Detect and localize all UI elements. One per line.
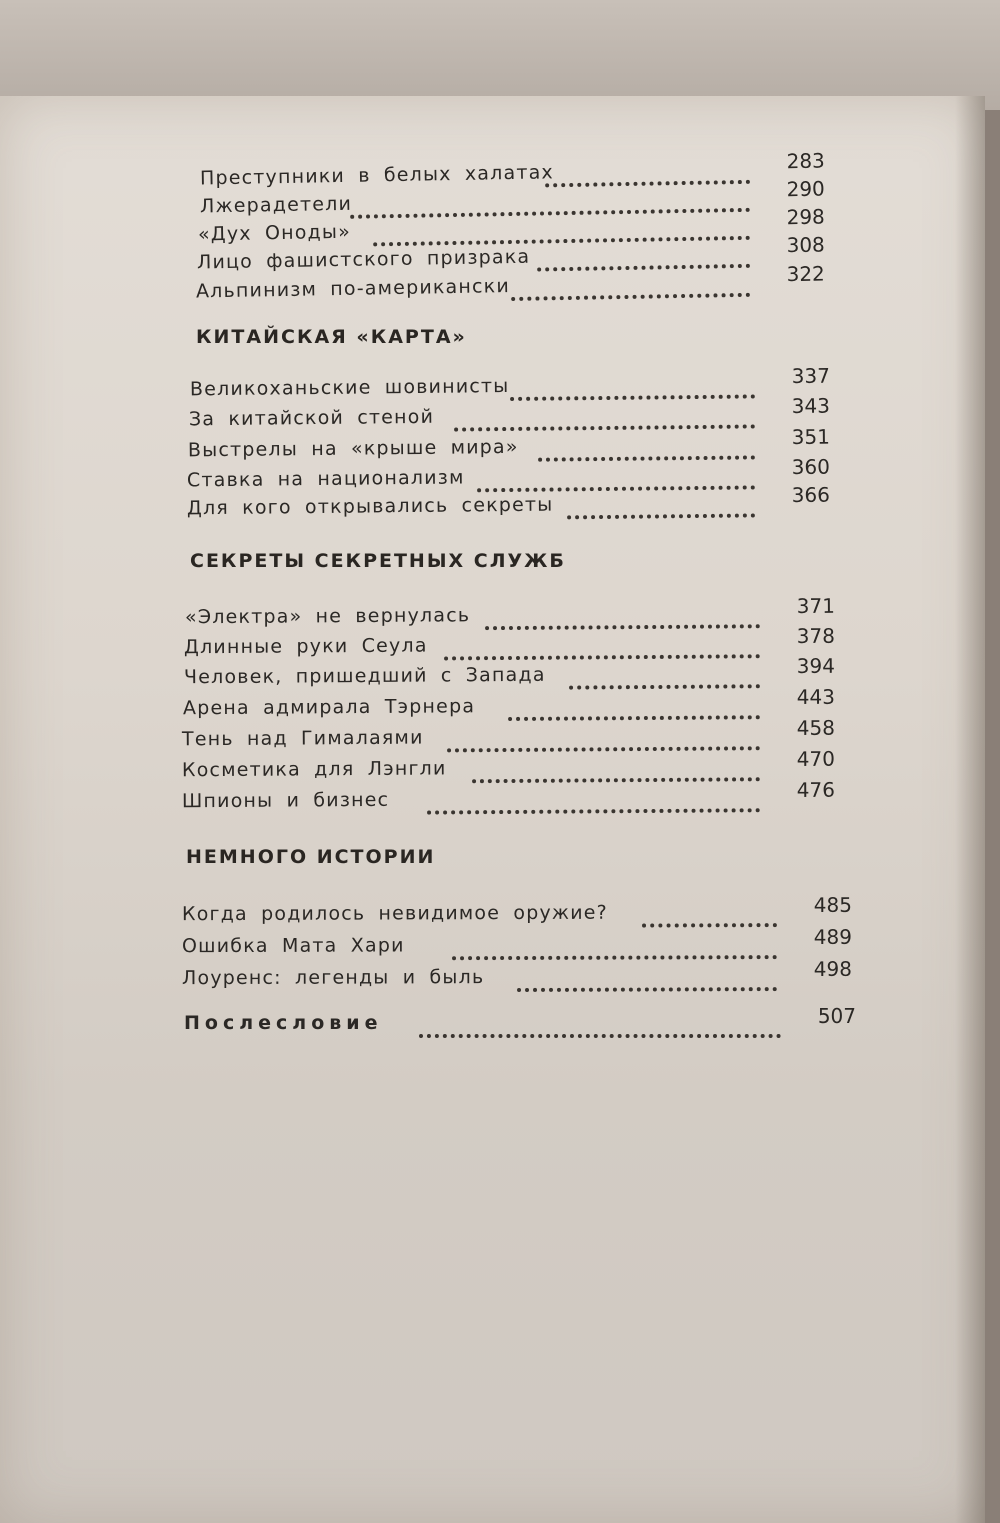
toc-entry xyxy=(182,684,836,726)
toc-entry-title: Тень над Гималаями xyxy=(181,726,424,751)
toc-entry xyxy=(181,746,836,788)
toc-entry-title: Косметика для Лэнгли xyxy=(181,757,447,782)
toc-entry-page: 298 xyxy=(786,204,825,230)
leader-dots xyxy=(477,465,755,492)
toc-entry-title: Ставка на национализм xyxy=(186,466,465,492)
toc-entry-page: 498 xyxy=(813,956,853,981)
toc-entry-title: Шпионы и бизнес xyxy=(181,788,390,813)
toc-entry-page: 489 xyxy=(813,924,853,949)
toc-entry-title: Альпинизм по-американски xyxy=(195,275,511,303)
toc-entry xyxy=(183,653,836,695)
toc-entry xyxy=(186,482,831,526)
toc-entry-title: Арена адмирала Тэрнера xyxy=(182,695,476,720)
toc-entry xyxy=(181,715,836,757)
toc-entry-page: 360 xyxy=(791,454,831,480)
toc-entry-title: Ошибка Мата Хари xyxy=(181,934,405,958)
leader-dots xyxy=(508,695,760,721)
leader-dots xyxy=(642,903,777,927)
toc-entry xyxy=(184,593,836,635)
toc-entry-page: 337 xyxy=(791,363,831,389)
toc-entry-title: Лоуренс: легенды и быль xyxy=(181,966,485,990)
leader-dots xyxy=(537,244,750,272)
toc-entry xyxy=(181,892,853,931)
toc-entry-title: Лжерадетели xyxy=(199,192,353,218)
leader-dots xyxy=(427,788,760,814)
leader-dots xyxy=(454,404,755,431)
toc-entry-page: 476 xyxy=(796,777,836,802)
leader-dots xyxy=(567,493,755,519)
toc-entry-page: 470 xyxy=(796,746,836,771)
toc-entry-title: Для кого открывались секреты xyxy=(186,493,554,520)
toc-entry-page: 443 xyxy=(796,684,836,709)
toc-entry-title: Послесловие xyxy=(184,1012,383,1034)
toc-entry-page: 283 xyxy=(786,148,825,174)
toc-entry-page: 378 xyxy=(796,623,836,648)
toc-entry xyxy=(189,363,831,407)
toc-entry-title: Лицо фашистского призрака xyxy=(196,245,531,274)
leader-dots xyxy=(517,967,777,992)
leader-dots xyxy=(447,726,760,752)
toc-entry-title: Великоханьские шовинисты xyxy=(189,375,510,401)
toc-entry xyxy=(181,777,836,819)
toc-entry-page: 343 xyxy=(791,393,831,419)
section-title: КИТАЙСКАЯ «КАРТА» xyxy=(196,326,467,348)
toc-entry-page: 507 xyxy=(817,1004,856,1028)
toc-entry-page: 290 xyxy=(786,176,825,202)
toc-entry-title: «Электра» не вернулась xyxy=(184,604,471,629)
toc-entry-title: Преступники в белых халатах xyxy=(199,161,555,190)
toc-entry-page: 394 xyxy=(796,653,836,678)
leader-dots xyxy=(538,435,755,461)
toc-entry xyxy=(183,623,836,665)
toc-entry-title: Длинные руки Сеула xyxy=(183,634,428,659)
leader-dots xyxy=(419,1014,781,1038)
section-title: СЕКРЕТЫ СЕКРЕТНЫХ СЛУЖБ xyxy=(190,550,566,572)
toc-entry-page: 485 xyxy=(813,892,853,917)
leader-dots xyxy=(485,604,760,630)
leader-dots xyxy=(510,374,755,401)
leader-dots xyxy=(569,664,760,689)
toc-entry xyxy=(181,956,853,995)
toc-entry-page: 366 xyxy=(791,482,831,508)
toc-entry-title: Человек, пришедший с Запада xyxy=(183,663,546,689)
section-title: НЕМНОГО ИСТОРИИ xyxy=(186,846,436,868)
leader-dots xyxy=(472,757,760,783)
toc-afterword xyxy=(184,1004,856,1040)
toc-entry-page: 458 xyxy=(796,715,836,740)
leader-dots xyxy=(511,273,750,301)
toc-entry-title: Выстрелы на «крыше мира» xyxy=(187,435,519,462)
toc-entry-title: За китайской стеной xyxy=(188,405,435,431)
toc-entry-page: 322 xyxy=(786,261,825,287)
leader-dots xyxy=(452,935,777,960)
leader-dots xyxy=(444,634,760,660)
toc-entry-title: Когда родилось невидимое оружие? xyxy=(181,901,608,926)
toc-entry-page: 308 xyxy=(786,232,825,258)
toc-entry-page: 371 xyxy=(796,593,836,618)
toc-entry xyxy=(187,424,831,468)
toc-entry-title: «Дух Оноды» xyxy=(197,220,352,246)
toc-entry xyxy=(181,924,853,963)
leader-dots xyxy=(545,160,750,188)
toc-entry-page: 351 xyxy=(791,424,831,450)
